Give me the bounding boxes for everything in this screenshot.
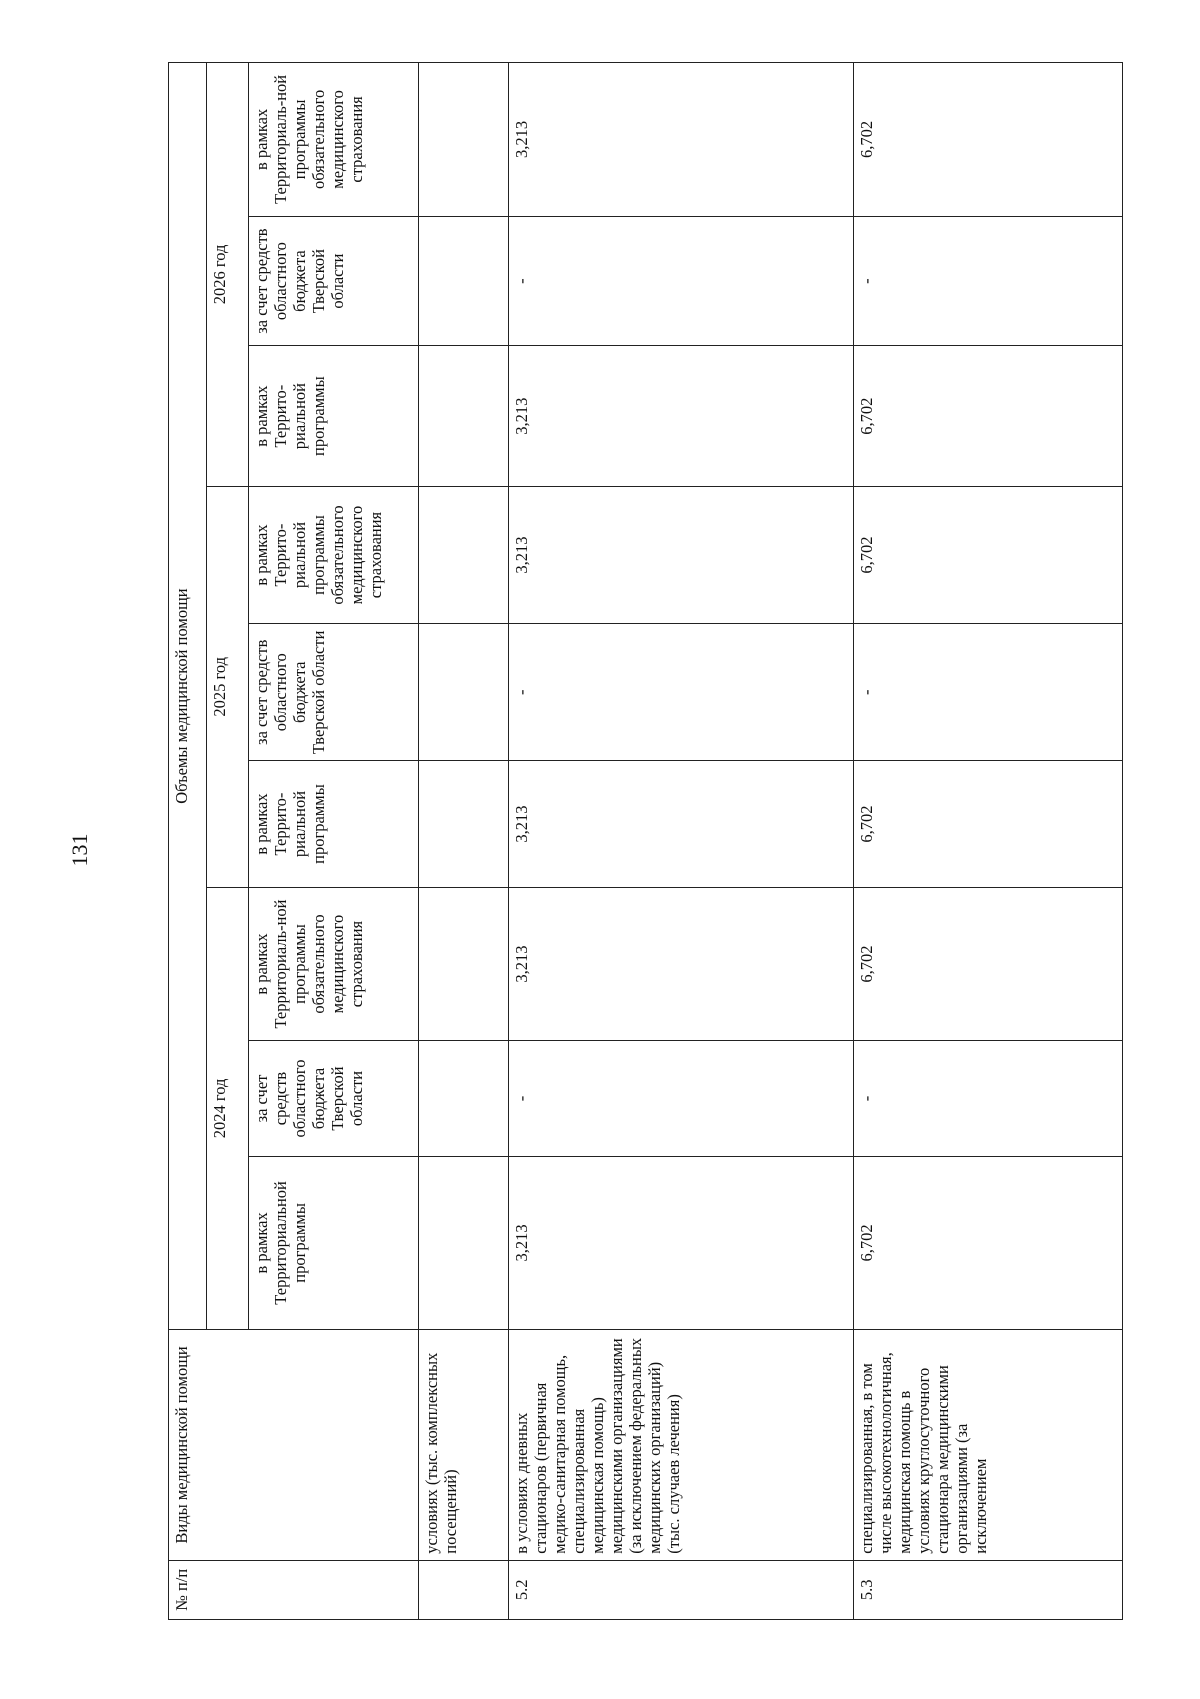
cell-value: [419, 887, 509, 1041]
header-2026-regional-budget: за счет средств областного бюджета Тверской области: [249, 216, 419, 346]
cell-value: 6,702: [854, 63, 1123, 217]
header-volumes: Объемы медицинской помощи: [169, 63, 207, 1330]
header-kind: Виды медицинской помощи: [169, 1330, 419, 1561]
row-number: 5.3: [854, 1560, 1123, 1619]
cell-value: -: [854, 1041, 1123, 1156]
cell-value: [419, 624, 509, 761]
cell-value: 6,702: [854, 486, 1123, 623]
cell-value: [419, 346, 509, 487]
rotated-table-container: [168, 62, 1122, 1620]
header-2024-territorial: в рамках Территориальной программы: [249, 1156, 419, 1329]
cell-value: 6,702: [854, 346, 1123, 487]
cell-value: 3,213: [509, 761, 854, 887]
table-row: [419, 63, 509, 1620]
cell-value: 3,213: [509, 63, 854, 217]
cell-value: [419, 486, 509, 623]
cell-value: [419, 1156, 509, 1329]
medical-volumes-table: [168, 62, 1123, 1620]
cell-value: 6,702: [854, 887, 1123, 1041]
row-kind: в условиях дневных стационаров (первичная медико-санитарная помощь, специализированная медицинская помощь) медицинскими организациями (за исключением федеральных медицинских организаций) (тыс. случаев лечения): [509, 1330, 854, 1561]
table-row: [509, 63, 854, 1620]
header-row-1: [169, 63, 207, 1620]
cell-value: -: [854, 216, 1123, 346]
page-number: 131: [67, 833, 92, 867]
cell-value: [419, 63, 509, 217]
cell-value: -: [509, 1041, 854, 1156]
header-2025-oms: в рамках Террито-риальной программы обязательного медицинского страхования: [249, 486, 419, 623]
row-kind: специализированная, в том числе высокотехнологичная, медицинская помощь в условиях круглосуточного стационара медицинскими организациями (за исключением: [854, 1330, 1123, 1561]
row-number: [419, 1560, 509, 1619]
header-2025-territorial: в рамках Террито-риальной программы: [249, 761, 419, 887]
cell-value: 3,213: [509, 887, 854, 1041]
header-2024-regional-budget: за счет средств областного бюджета Тверской области: [249, 1041, 419, 1156]
row-kind: условиях (тыс. комплексных посещений): [419, 1330, 509, 1561]
cell-value: [419, 761, 509, 887]
header-number: № п/п: [169, 1560, 419, 1619]
header-year-2024: 2024 год: [207, 887, 249, 1329]
header-2025-regional-budget: за счет средств областного бюджета Тверской области: [249, 624, 419, 761]
table-row: [854, 63, 1123, 1620]
cell-value: [419, 1041, 509, 1156]
cell-value: 6,702: [854, 761, 1123, 887]
cell-value: -: [509, 624, 854, 761]
header-2026-territorial: в рамках Террито-риальной программы: [249, 346, 419, 487]
header-2026-oms: в рамках Территориаль-ной программы обязательного медицинского страхования: [249, 63, 419, 217]
row-number: 5.2: [509, 1560, 854, 1619]
cell-value: 3,213: [509, 486, 854, 623]
cell-value: -: [854, 624, 1123, 761]
cell-value: 6,702: [854, 1156, 1123, 1329]
header-year-2026: 2026 год: [207, 63, 249, 487]
cell-value: -: [509, 216, 854, 346]
header-2024-oms: в рамках Территориаль-ной программы обязательного медицинского страхования: [249, 887, 419, 1041]
cell-value: 3,213: [509, 346, 854, 487]
header-year-2025: 2025 год: [207, 486, 249, 887]
cell-value: [419, 216, 509, 346]
cell-value: 3,213: [509, 1156, 854, 1329]
